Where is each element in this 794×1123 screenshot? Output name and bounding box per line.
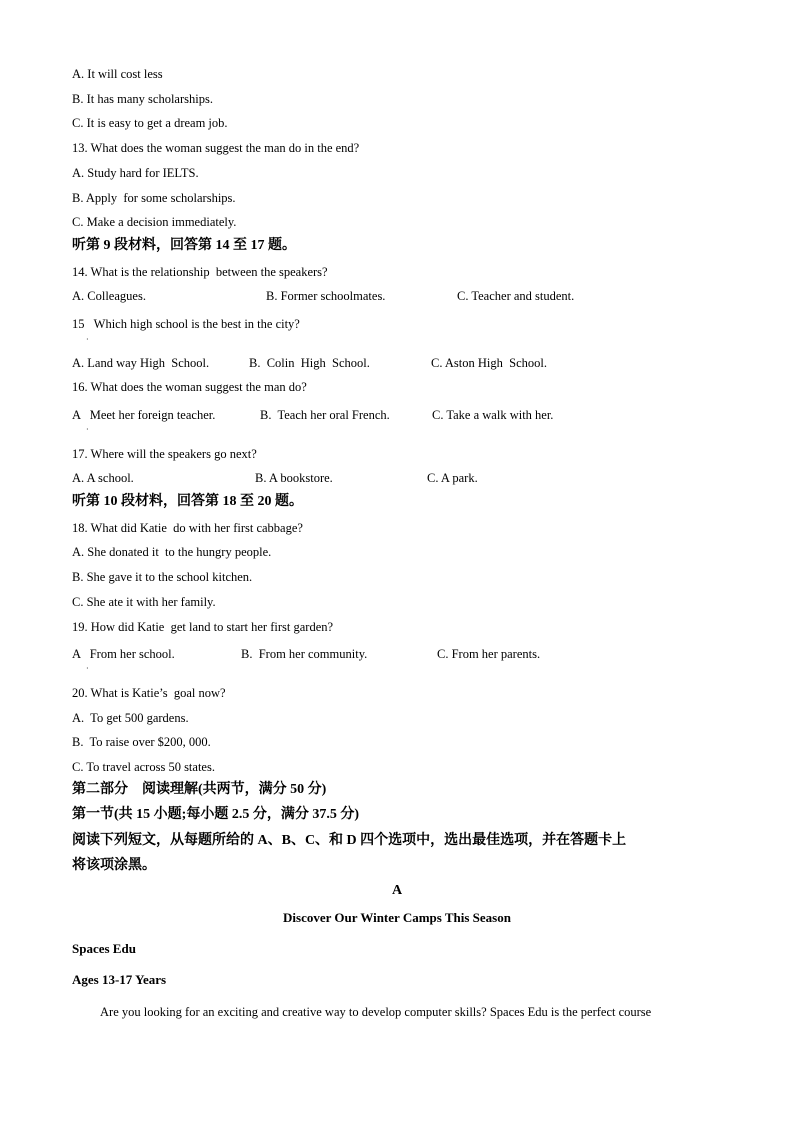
q20-question: 20. What is Katie’s goal now? (72, 686, 226, 700)
q12-option-a: A. It will cost less (72, 67, 163, 81)
q13-option-a: A. Study hard for IELTS. (72, 166, 199, 180)
q16-question: 16. What does the woman suggest the man do? (72, 380, 307, 394)
stray-dot: · (86, 425, 89, 434)
q19-question: 19. How did Katie get land to start her first garden? (72, 620, 334, 634)
q17-question: 17. Where will the speakers go next? (72, 447, 257, 461)
q20-option-a: A. To get 500 gardens. (72, 711, 189, 725)
stray-dot: · (86, 335, 89, 344)
q17-option-a: A. A school. (72, 471, 134, 485)
q14-question: 14. What is the relationship between the speakers? (72, 265, 328, 279)
camp-name: Spaces Edu (72, 941, 136, 956)
camp-ages: Ages 13-17 Years (72, 972, 167, 987)
part2-subheading: 第一节(共 15 小题;每小题 2.5 分，满分 37.5 分) (72, 807, 359, 822)
section10-heading: 听第 10 段材料，回答第 18 至 20 题。 (72, 494, 303, 509)
q20-option-c: C. To travel across 50 states. (72, 760, 215, 774)
q13-question: 13. What does the woman suggest the man do in the end? (72, 141, 360, 155)
q19-option-a: A From her school. (72, 647, 175, 661)
q14-option-c: C. Teacher and student. (457, 289, 575, 303)
q18-option-a: A. She donated it to the hungry people. (72, 545, 272, 559)
q12-option-b: B. It has many scholarships. (72, 92, 213, 106)
q13-option-b: B. Apply for some scholarships. (72, 191, 236, 205)
q17-option-c: C. A park. (427, 471, 478, 485)
instructions-line-1: 阅读下列短文，从每题所给的 A、B、C、和 D 四个选项中，选出最佳选项，并在答题卡上 (72, 833, 627, 848)
q15-option-a: A. Land way High School. (72, 356, 210, 370)
q14-option-a: A. Colleagues. (72, 289, 146, 303)
stray-dot: · (86, 664, 89, 673)
q16-option-a: A Meet her foreign teacher. (72, 408, 216, 422)
instructions-line-2: 将该项涂黑。 (72, 858, 156, 873)
passage-label: A (391, 883, 403, 898)
section9-heading: 听第 9 段材料，回答第 14 至 17 题。 (72, 238, 296, 253)
q20-option-b: B. To raise over $200, 000. (72, 735, 211, 749)
passage-title: Discover Our Winter Camps This Season (283, 910, 511, 925)
q15-option-c: C. Aston High School. (431, 356, 547, 370)
q14-option-b: B. Former schoolmates. (266, 289, 386, 303)
q18-option-c: C. She ate it with her family. (72, 595, 216, 609)
q18-question: 18. What did Katie do with her first cabbage? (72, 521, 303, 535)
q18-option-b: B. She gave it to the school kitchen. (72, 570, 253, 584)
q16-option-c: C. Take a walk with her. (432, 408, 554, 422)
passage-body: Are you looking for an exciting and creative way to develop computer skills? Spaces Edu is the perfect course (100, 1005, 652, 1019)
q19-option-c: C. From her parents. (437, 647, 541, 661)
q17-option-b: B. A bookstore. (255, 471, 333, 485)
q15-option-b: B. Colin High School. (249, 356, 370, 370)
q19-option-b: B. From her community. (241, 647, 368, 661)
q13-option-c: C. Make a decision immediately. (72, 215, 237, 229)
q12-option-c: C. It is easy to get a dream job. (72, 116, 228, 130)
q15-question: 15 Which high school is the best in the city? (72, 317, 300, 331)
part2-heading: 第二部分 阅读理解(共两节，满分 50 分) (72, 782, 327, 797)
q16-option-b: B. Teach her oral French. (260, 408, 390, 422)
